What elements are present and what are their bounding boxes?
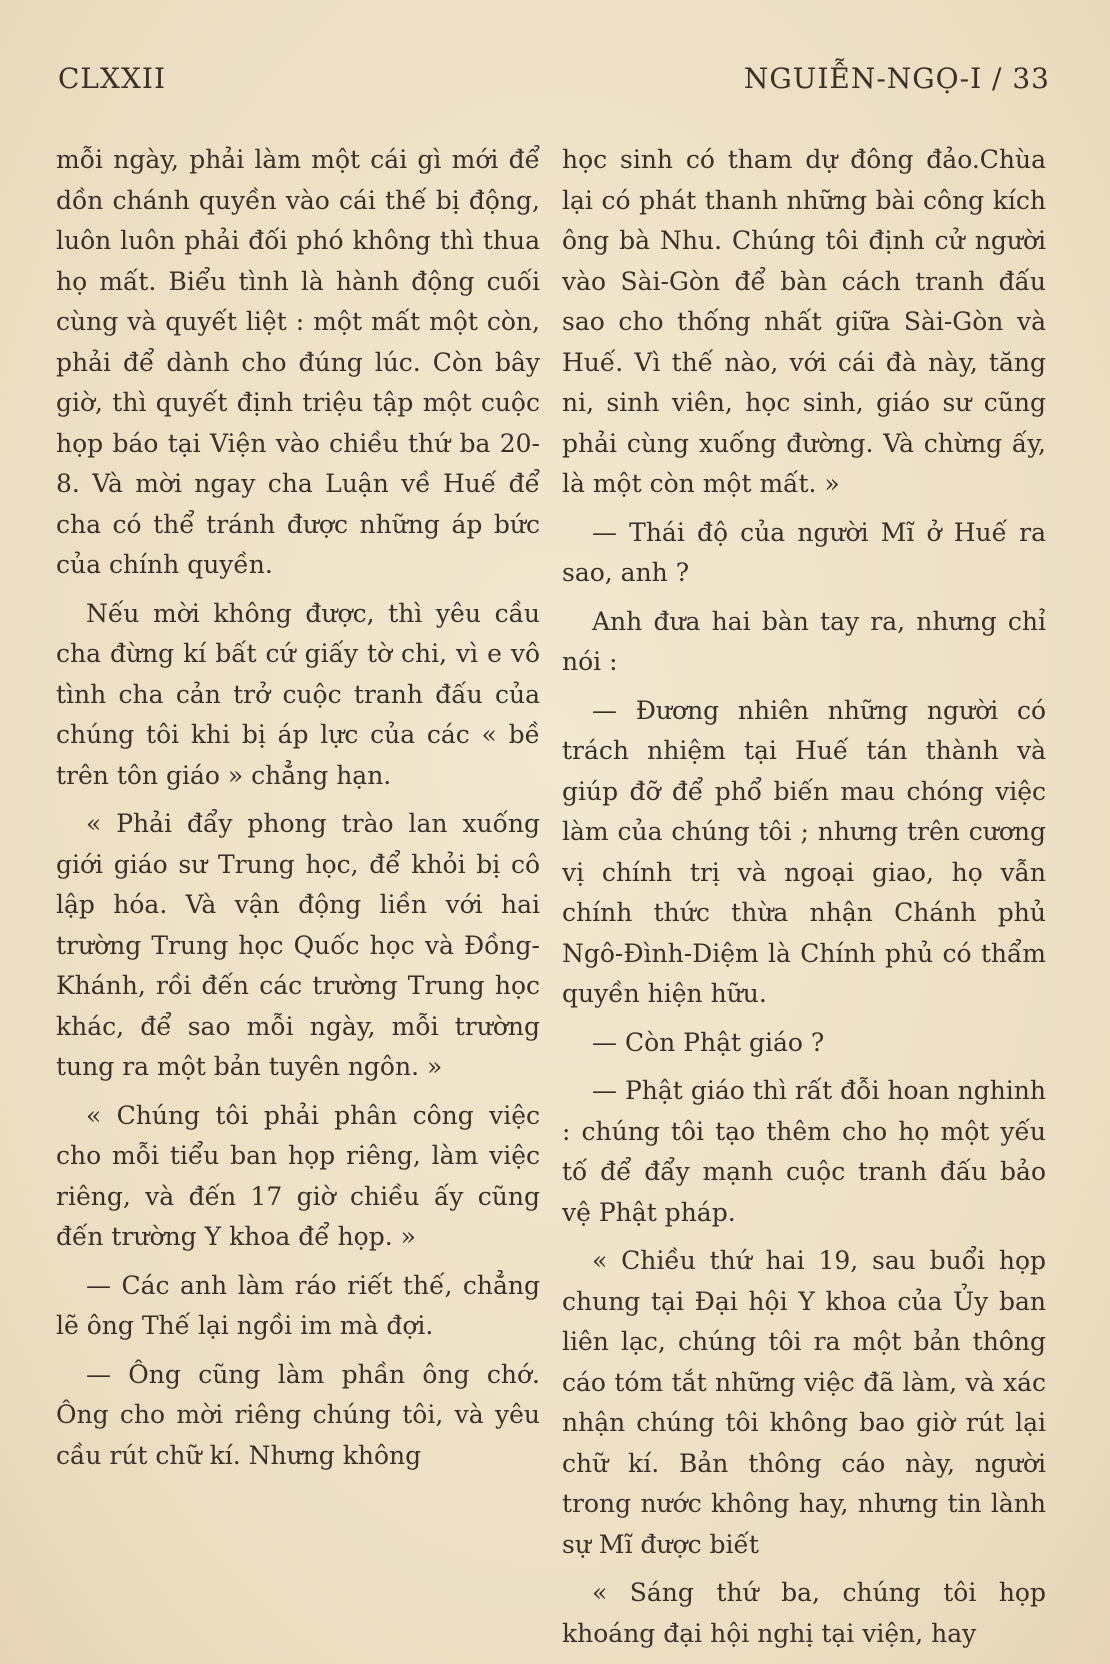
paragraph: Nếu mời không được, thì yêu cầu cha đừng kí bất cứ giấy tờ chi, vì e vô tình cha cản trở cuộc tranh đấu của chúng tôi khi bị áp lực của các « bề trên tôn giáo » chẳng hạn. xyxy=(56,598,540,790)
left-column xyxy=(56,140,540,1484)
paragraph: « Chiều thứ hai 19, sau buổi họp chung tại Đại hội Y khoa của Ủy ban liên lạc, chúng tôi ra một bản thông cáo tóm tắt những việc đã làm, và xác nhận chúng tôi không bao giờ rút lại chữ kí. Bản thông cáo này, người trong nước không hay, nhưng tin lành sự Mĩ được biết xyxy=(562,1246,1046,1559)
paragraph: — Phật giáo thì rất đỗi hoan nghinh : chúng tôi tạo thêm cho họ một yếu tố để đẩy mạnh cuộc tranh đấu bảo vệ Phật pháp. xyxy=(562,1076,1046,1227)
paragraph: mỗi ngày, phải làm một cái gì mới để dồn chánh quyền vào cái thế bị động, luôn luôn phải đối phó không thì thua họ mất. Biểu tình là hành động cuối cùng và quyết liệt : một mất một còn, phải để dành cho đúng lúc. Còn bây giờ, thì quyết định triệu tập một cuộc họp báo tại Viện vào chiều thứ ba 20-8. Và mời ngay cha Luận về Huế để cha có thể tránh được những áp bức của chính quyền. xyxy=(56,145,540,579)
paragraph: « Chúng tôi phải phân công việc cho mỗi tiểu ban họp riêng, làm việc riêng, và đến 17 giờ chiều ấy cũng đến trường Y khoa để họp. » xyxy=(56,1100,540,1251)
paragraph: — Ông cũng làm phần ông chớ. Ông cho mời riêng chúng tôi, và yêu cầu rút chữ kí. Nhưng không xyxy=(56,1359,540,1470)
page-folio: CLXXII xyxy=(58,62,167,95)
paragraph: — Thái độ của người Mĩ ở Huế ra sao, anh ? xyxy=(562,517,1046,587)
right-column xyxy=(562,140,1046,1662)
page-header xyxy=(58,62,1050,102)
paragraph: — Các anh làm ráo riết thế, chẳng lẽ ông Thế lại ngồi im mà đợi. xyxy=(56,1270,540,1340)
paragraph: Anh đưa hai bàn tay ra, nhưng chỉ nói : xyxy=(562,606,1046,676)
paragraph: « Sáng thứ ba, chúng tôi họp khoáng đại hội nghị tại viện, hay xyxy=(562,1578,1046,1648)
running-title: NGUIỄN-NGỌ-I / 33 xyxy=(743,62,1050,95)
paragraph: — Đương nhiên những người có trách nhiệm tại Huế tán thành và giúp đỡ để phổ biến mau chóng việc làm của chúng tôi ; nhưng trên cương vị chính trị và ngoại giao, họ vẫn chính thức thừa nhận Chánh phủ Ngô-Đình-Diệm là Chính phủ có thẩm quyền hiện hữu. xyxy=(562,695,1046,1008)
paragraph: — Còn Phật giáo ? xyxy=(592,1027,825,1057)
paragraph: « Phải đẩy phong trào lan xuống giới giáo sư Trung học, để khỏi bị cô lập hóa. Và vận động liền với hai trường Trung học Quốc học và Đồng-Khánh, rồi đến các trường Trung học khác, để sao mỗi ngày, mỗi trường tung ra một bản tuyên ngôn. » xyxy=(56,809,540,1081)
paragraph: học sinh có tham dự đông đảo.Chùa lại có phát thanh những bài công kích ông bà Nhu. Chúng tôi định cử người vào Sài-Gòn để bàn cách tranh đấu sao cho thống nhất giữa Sài-Gòn và Huế. Vì thế nào, với cái đà này, tăng ni, sinh viên, học sinh, giáo sư cũng phải cùng xuống đường. Và chừng ấy, là một còn một mất. » xyxy=(562,145,1046,498)
